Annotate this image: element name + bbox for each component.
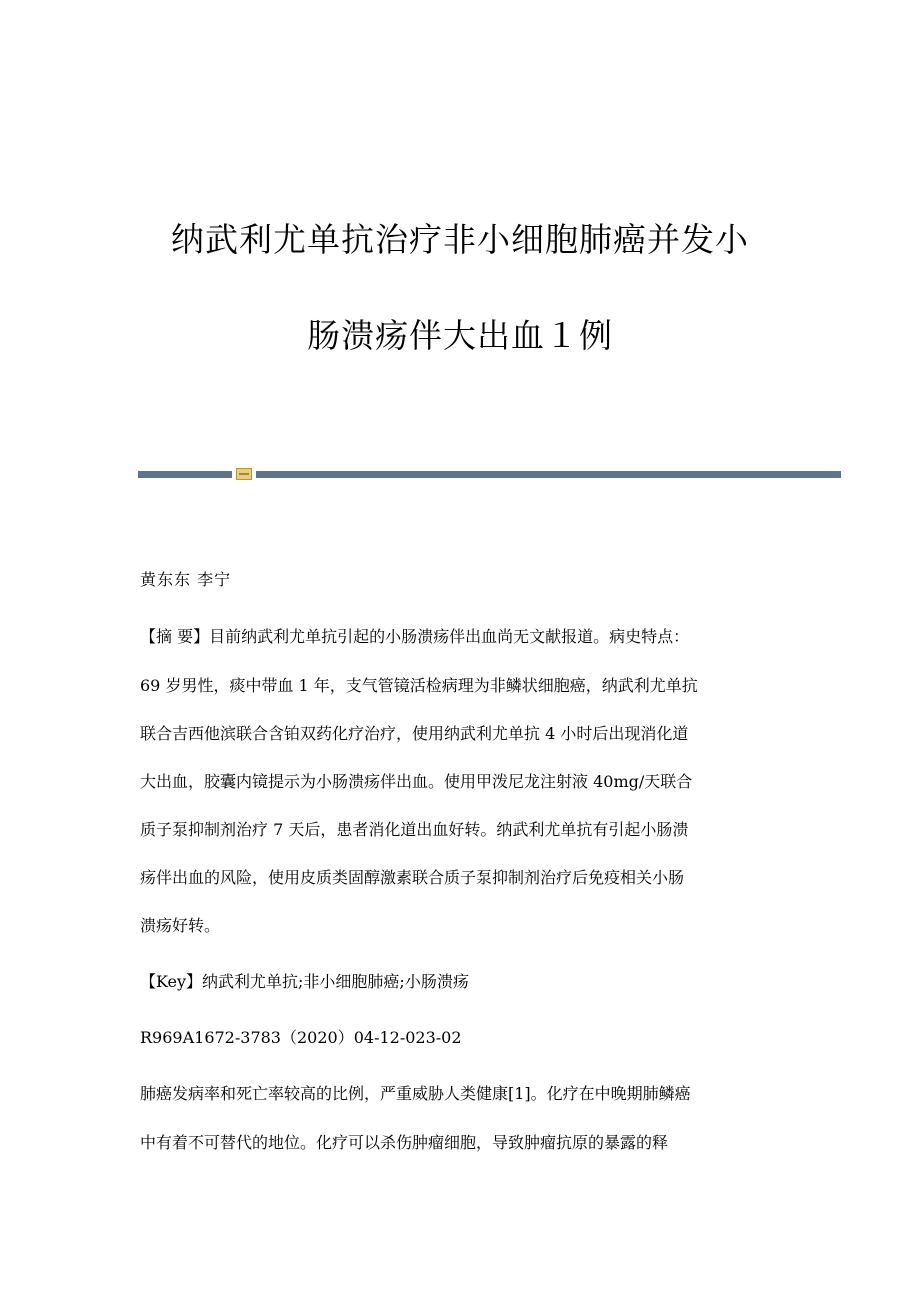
title-line-2: 肠溃疡伴大出血１例 (307, 316, 613, 355)
body-paragraph-line: 肺癌发病率和死亡率较高的比例，严重威胁人类健康[1]。化疗在中晚期肺鳞癌 (140, 1084, 691, 1103)
authors: 黄东东 李宁 (140, 570, 232, 589)
title-line-1: 纳武利尤单抗治疗非小细胞肺癌并发小 (171, 220, 749, 259)
divider-ornament-icon (236, 468, 252, 480)
abstract-line: 联合吉西他滨联合含铂双药化疗治疗，使用纳武利尤单抗 4 小时后出现消化道 (140, 724, 689, 743)
classification-code: R969A1672-3783（2020）04-12-023-02 (140, 1028, 462, 1047)
keywords: 【Key】纳武利尤单抗;非小细胞肺癌;小肠溃疡 (140, 972, 469, 991)
abstract-line: 疡伴出血的风险，使用皮质类固醇激素联合质子泵抑制剂治疗后免疫相关小肠 (140, 868, 685, 887)
abstract-line: 质子泵抑制剂治疗 7 天后，患者消化道出血好转。纳武利尤单抗有引起小肠溃 (140, 820, 689, 839)
divider-bar-right (256, 471, 841, 478)
body-paragraph-line: 中有着不可替代的地位。化疗可以杀伤肿瘤细胞，导致肿瘤抗原的暴露的释 (140, 1133, 669, 1152)
abstract-line: 大出血，胶囊内镜提示为小肠溃疡伴出血。使用甲泼尼龙注射液 40mg/天联合 (140, 772, 693, 791)
abstract-line: 【摘 要】目前纳武利尤单抗引起的小肠溃疡伴出血尚无文献报道。病史特点： (140, 627, 690, 646)
title-divider (138, 471, 841, 478)
divider-bar-left (138, 471, 232, 478)
abstract-line: 69 岁男性，痰中带血 1 年，支气管镜活检病理为非鳞状细胞癌，纳武利尤单抗 (140, 676, 698, 695)
abstract-line: 溃疡好转。 (140, 916, 221, 935)
